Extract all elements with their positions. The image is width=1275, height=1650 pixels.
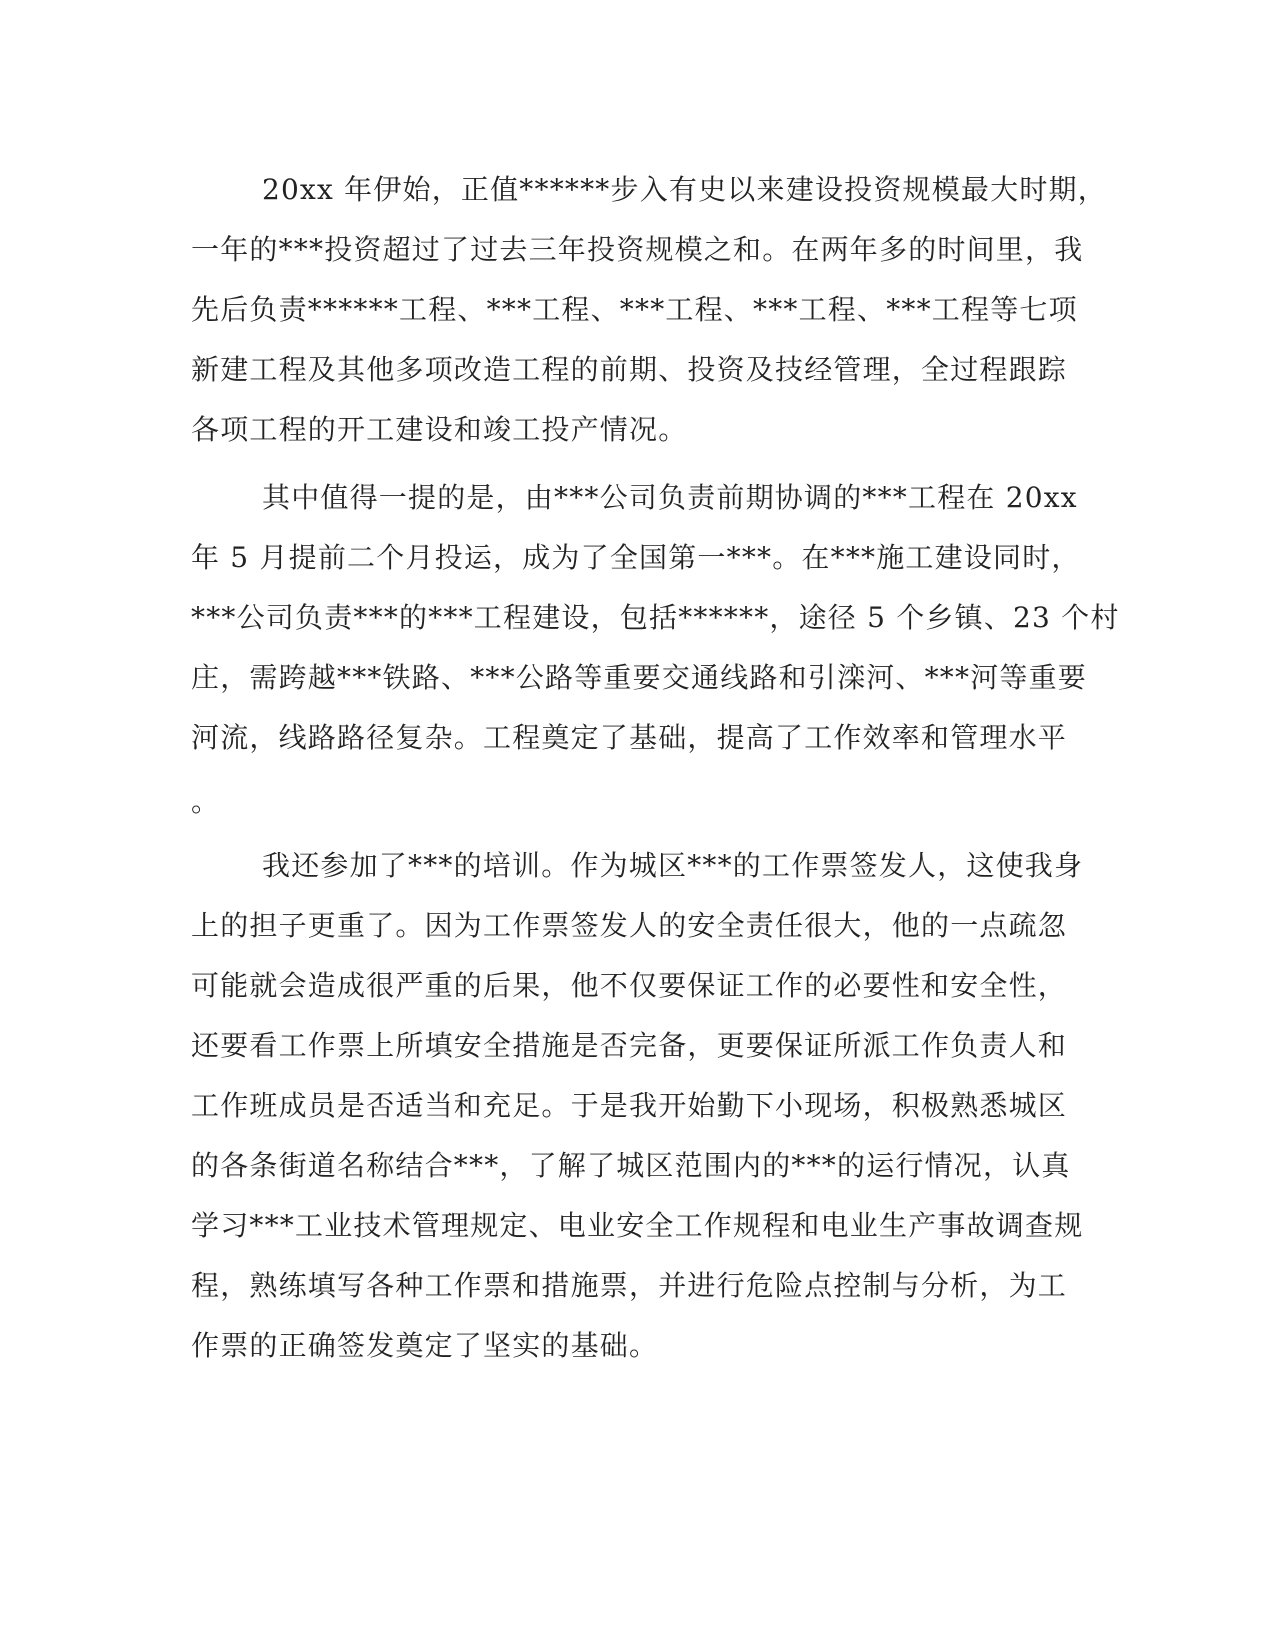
text-line: 各项工程的开工建设和竣工投产情况。 <box>191 413 688 446</box>
text-line: 先后负责******工程、***工程、***工程、***工程、***工程等七项 <box>191 293 1078 326</box>
text-line: ***公司负责***的***工程建设，包括******，途径 5 个乡镇、23 个村 <box>191 601 1120 634</box>
text-line: 还要看工作票上所填安全措施是否完备，更要保证所派工作负责人和 <box>191 1029 1068 1062</box>
text-line: 学习***工业技术管理规定、电业安全工作规程和电业生产事故调查规 <box>191 1209 1084 1242</box>
text-line: 作票的正确签发奠定了坚实的基础。 <box>191 1329 659 1362</box>
text-line: 新建工程及其他多项改造工程的前期、投资及技经管理，全过程跟踪 <box>191 353 1068 386</box>
text-line: 工作班成员是否适当和充足。于是我开始勤下小现场，积极熟悉城区 <box>191 1089 1068 1122</box>
text-line: 20xx 年伊始，正值******步入有史以来建设投资规模最大时期， <box>262 173 1107 206</box>
text-line: 庄，需跨越***铁路、***公路等重要交通线路和引滦河、***河等重要 <box>191 661 1088 694</box>
text-line: 。 <box>191 785 221 818</box>
text-line: 年 5 月提前二个月投运，成为了全国第一***。在***施工建设同时， <box>191 541 1081 574</box>
text-line: 的各条街道名称结合***，了解了城区范围内的***的运行情况，认真 <box>191 1149 1071 1182</box>
text-line: 一年的***投资超过了过去三年投资规模之和。在两年多的时间里，我 <box>191 233 1084 266</box>
text-line: 河流，线路路径复杂。工程奠定了基础，提高了工作效率和管理水平 <box>191 721 1068 754</box>
text-line: 我还参加了***的培训。作为城区***的工作票签发人，这使我身 <box>262 849 1084 882</box>
text-line: 程，熟练填写各种工作票和措施票，并进行危险点控制与分析，为工 <box>191 1269 1068 1302</box>
text-line: 其中值得一提的是，由***公司负责前期协调的***工程在 20xx <box>262 481 1078 514</box>
text-line: 可能就会造成很严重的后果，他不仅要保证工作的必要性和安全性， <box>191 969 1068 1002</box>
text-line: 上的担子更重了。因为工作票签发人的安全责任很大，他的一点疏忽 <box>191 909 1068 942</box>
